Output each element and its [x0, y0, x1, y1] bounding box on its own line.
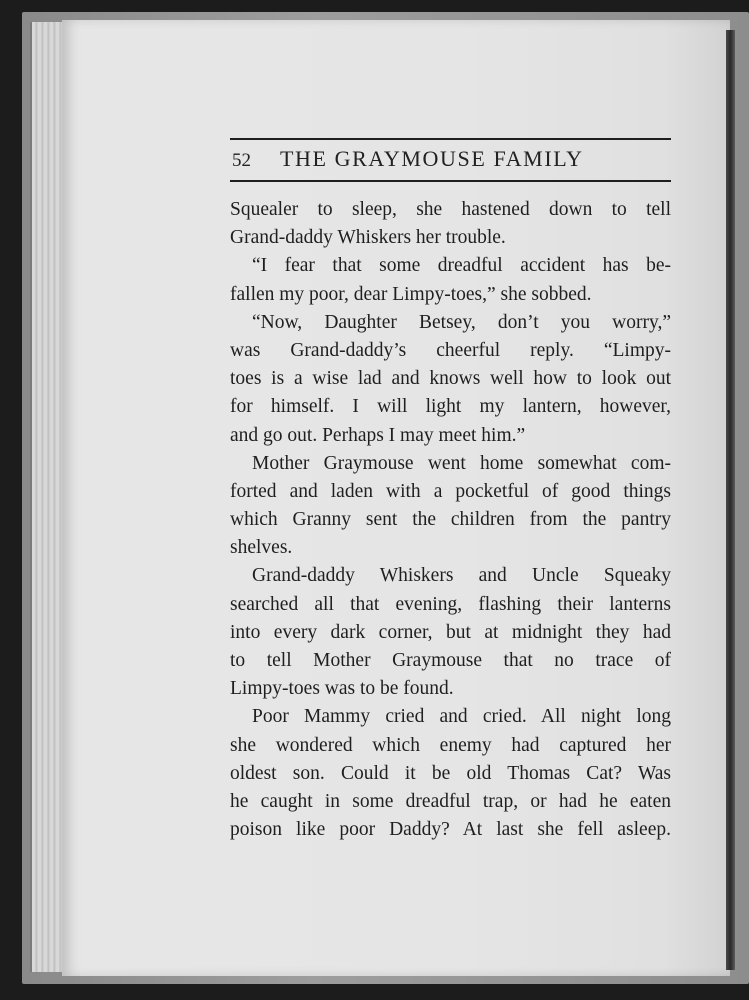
text-line: searched all that evening, flashing their lanterns: [230, 593, 671, 615]
text-line: into every dark corner, but at midnight they had: [230, 621, 671, 643]
text-line: “I fear that some dreadful accident has be-: [252, 255, 671, 277]
header-rule-top: [230, 138, 671, 140]
text-line: Grand-daddy Whiskers her trouble.: [230, 227, 506, 249]
text-line: Limpy-toes was to be found.: [230, 678, 454, 700]
text-line: Poor Mammy cried and cried. All night long: [252, 706, 671, 728]
book-gutter: [726, 30, 735, 970]
text-line: “Now, Daughter Betsey, don’t you worry,”: [252, 311, 671, 333]
text-line: forted and laden with a pocketful of good things: [230, 480, 671, 502]
text-line: toes is a wise lad and knows well how to look out: [230, 368, 671, 390]
text-line: she wondered which enemy had captured her: [230, 734, 671, 756]
text-line: poison like poor Daddy? At last she fell asleep.: [230, 819, 671, 841]
header-rule-bottom: [230, 180, 671, 182]
text-line: was Grand-daddy’s cheerful reply. “Limpy-: [230, 339, 671, 361]
text-line: and go out. Perhaps I may meet him.”: [230, 424, 526, 446]
text-line: Grand-daddy Whiskers and Uncle Squeaky: [252, 565, 671, 587]
text-line: for himself. I will light my lantern, however,: [230, 396, 671, 418]
running-head: THE GRAYMOUSE FAMILY: [280, 146, 584, 171]
body-text: [230, 196, 671, 844]
text-line: which Granny sent the children from the pantry: [230, 509, 671, 531]
text-line: Mother Graymouse went home somewhat com-: [252, 452, 671, 474]
text-line: oldest son. Could it be old Thomas Cat? Was: [230, 762, 671, 784]
text-line: Squealer to sleep, she hastened down to tell: [230, 199, 671, 220]
page-number: 52: [232, 150, 251, 171]
page-header: [230, 144, 671, 176]
text-line: shelves.: [230, 537, 293, 559]
text-line: he caught in some dreadful trap, or had he eaten: [230, 790, 671, 812]
text-line: to tell Mother Graymouse that no trace of: [230, 650, 671, 671]
text-line: fallen my poor, dear Limpy-toes,” she sobbed.: [230, 283, 592, 305]
